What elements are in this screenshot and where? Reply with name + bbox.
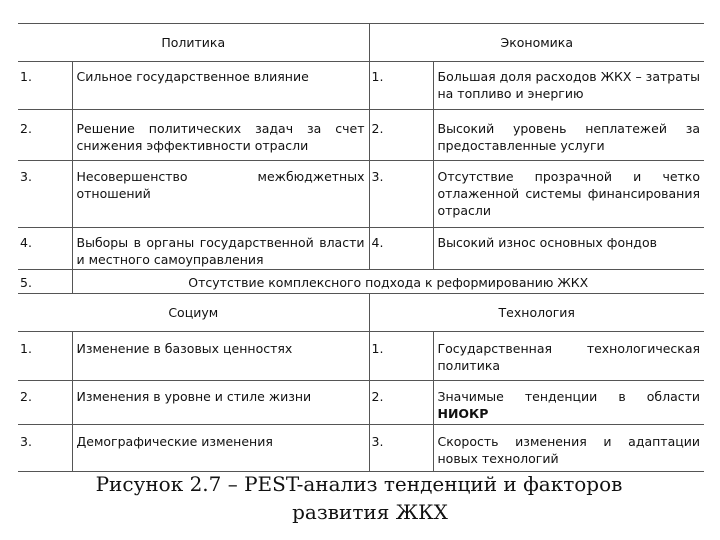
table-row	[18, 270, 704, 294]
society-factor: Изменение в базовых ценностях	[72, 332, 369, 381]
row-number: 3.	[369, 425, 433, 472]
technology-factor-text: Значимые тенденции в области	[437, 389, 701, 404]
row-number: 4.	[18, 228, 72, 270]
society-factor: Демографические изменения	[72, 425, 369, 472]
table-row	[18, 425, 704, 472]
economy-factor: Высокий износ основных фондов	[433, 228, 704, 270]
caption-line-1: Рисунок 2.7 – PEST-анализ тенденций и факторов	[95, 472, 623, 496]
politics-factor: Сильное государственное влияние	[72, 62, 369, 110]
technology-factor	[433, 381, 704, 425]
row-number: 3.	[369, 161, 433, 228]
technology-factor: Государственная технологическая политика	[433, 332, 704, 381]
politics-factor: Несовершенство межбюджетных отношений	[72, 161, 369, 228]
row-number: 4.	[369, 228, 433, 270]
row-number: 5.	[18, 270, 72, 294]
economy-factor: Высокий уровень неплатежей за предоставленные услуги	[433, 110, 704, 161]
row-number: 1.	[369, 62, 433, 110]
society-header: Социум	[18, 294, 369, 332]
economy-header: Экономика	[369, 24, 704, 62]
economy-factor: Отсутствие прозрачной и четко отлаженной системы финансирования отрасли	[433, 161, 704, 228]
row-number: 3.	[18, 425, 72, 472]
row-number: 2.	[369, 110, 433, 161]
caption-line-2: развития ЖКХ	[292, 500, 448, 524]
technology-header: Технология	[369, 294, 704, 332]
table-row	[18, 110, 704, 161]
technology-factor: Скорость изменения и адаптации новых технологий	[433, 425, 704, 472]
table-row	[18, 332, 704, 381]
row-number: 1.	[18, 62, 72, 110]
economy-factor: Большая доля расходов ЖКХ – затраты на топливо и энергию	[433, 62, 704, 110]
politics-factor: Решение политических задач за счет снижения эффективности отрасли	[72, 110, 369, 161]
table-row	[18, 228, 704, 270]
table-row	[18, 381, 704, 425]
politics-factor: Выборы в органы государственной власти и местного самоуправления	[72, 228, 369, 270]
row-number: 1.	[369, 332, 433, 381]
technology-factor-highlight: НИОКР	[437, 406, 489, 421]
row-number: 1.	[18, 332, 72, 381]
row-number: 2.	[369, 381, 433, 425]
table-row	[18, 161, 704, 228]
pest-table	[18, 23, 704, 472]
figure-caption	[0, 470, 720, 526]
row-number: 2.	[18, 381, 72, 425]
common-factor: Отсутствие комплексного подхода к реформированию ЖКХ	[72, 270, 704, 294]
politics-header: Политика	[18, 24, 369, 62]
row-number: 2.	[18, 110, 72, 161]
society-factor: Изменения в уровне и стиле жизни	[72, 381, 369, 425]
table-row	[18, 62, 704, 110]
row-number: 3.	[18, 161, 72, 228]
